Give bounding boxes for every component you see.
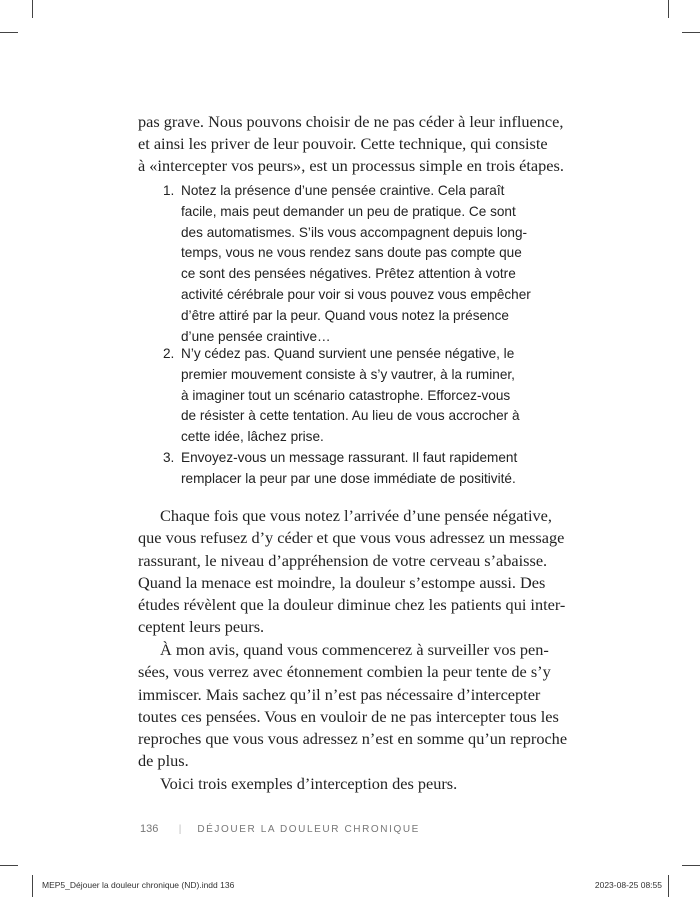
text-line: N’y cédez pas. Quand survient une pensée négative, le (181, 346, 515, 361)
crop-mark (682, 32, 700, 33)
text-line: d’être attiré par la peur. Quand vous notez la présence (181, 307, 509, 323)
crop-mark (682, 865, 700, 866)
page-number: 136 (140, 823, 159, 835)
text-line: premier mouvement consiste à s’y vautrer, à la ruminer, (181, 366, 515, 382)
list-item-1 (163, 181, 531, 347)
list-number: 3. (163, 450, 175, 465)
text-line: et ainsi les priver de leur pouvoir. Cette technique, qui consiste (138, 133, 548, 153)
list-item-2 (163, 344, 518, 448)
footer-separator: | (178, 824, 183, 835)
text-line: Voici trois exemples d’interception des peurs. (160, 773, 458, 793)
list-number: 1. (163, 183, 175, 198)
text-line: Notez la présence d’une pensée craintive. Cela paraît (181, 183, 505, 198)
intro-paragraph (138, 111, 564, 176)
running-footer (140, 823, 420, 835)
text-line: sées, vous verrez avec étonnement combien la peur tente de s’y (138, 662, 551, 682)
text-line: immiscer. Mais sachez qu’il n’est pas nécessaire d’intercepter (138, 684, 541, 704)
crop-mark (0, 32, 18, 33)
running-title: DÉJOUER LA DOULEUR CHRONIQUE (197, 824, 420, 835)
crop-mark (0, 865, 18, 866)
slug-filename: MEP5_Déjouer la douleur chronique (ND).indd 136 (42, 880, 235, 890)
text-line: Chaque fois que vous notez l’arrivée d’une pensée négative, (160, 506, 552, 525)
text-line: de résister à cette tentation. Au lieu de vous accrocher à (181, 408, 520, 424)
crop-mark (668, 875, 669, 897)
text-line: d’une pensée craintive… (181, 328, 331, 344)
text-line: activité cérébrale pour voir si vous pouvez vous empêcher (181, 286, 531, 302)
text-line: facile, mais peut demander un peu de pratique. Ce sont (181, 203, 516, 219)
text-line: reproches que vous vous adressez n’est en somme qu’un reproche (138, 729, 568, 749)
text-line: Envoyez-vous un message rassurant. Il faut rapidement (181, 450, 518, 465)
text-line: à imaginer tout un scénario catastrophe. Efforcez-vous (181, 387, 511, 403)
text-line: À mon avis, quand vous commencerez à surveiller vos pen- (160, 640, 549, 659)
text-line: à «intercepter vos peurs», est un processus simple en trois étapes. (138, 155, 564, 175)
list-number: 2. (163, 346, 175, 361)
text-line: des automatismes. S’ils vous accompagnent depuis long- (181, 224, 528, 240)
text-line: ce sont des pensées négatives. Prêtez attention à votre (181, 266, 516, 282)
paragraph (138, 505, 566, 639)
text-line: ceptent leurs peurs. (138, 617, 265, 637)
text-line: Quand la menace est moindre, la douleur s’estompe aussi. Des (138, 572, 546, 592)
text-line: remplacer la peur par une dose immédiate de positivité. (181, 470, 516, 486)
text-line: pas grave. Nous pouvons choisir de ne pas céder à leur influence, (138, 112, 564, 131)
text-line: que vous refusez d’y céder et que vous vous adressez un message (138, 528, 565, 548)
slug-datetime: 2023-08-25 08:55 (594, 880, 662, 890)
text-line: rassurant, le niveau d’appréhension de votre cerveau s’abaisse. (138, 550, 548, 570)
text-line: temps, vous ne vous rendez sans doute pas compte que (181, 245, 522, 261)
text-line: études révèlent que la douleur diminue chez les patients qui inter- (138, 595, 566, 615)
text-line: toutes ces pensées. Vous en vouloir de ne pas intercepter tous les (138, 706, 559, 726)
crop-mark (32, 875, 33, 897)
list-item-3 (163, 448, 518, 490)
paragraph (138, 639, 568, 795)
crop-mark (668, 0, 669, 18)
crop-mark (32, 0, 33, 18)
text-line: de plus. (138, 751, 189, 771)
text-line: cette idée, lâchez prise. (181, 429, 324, 445)
